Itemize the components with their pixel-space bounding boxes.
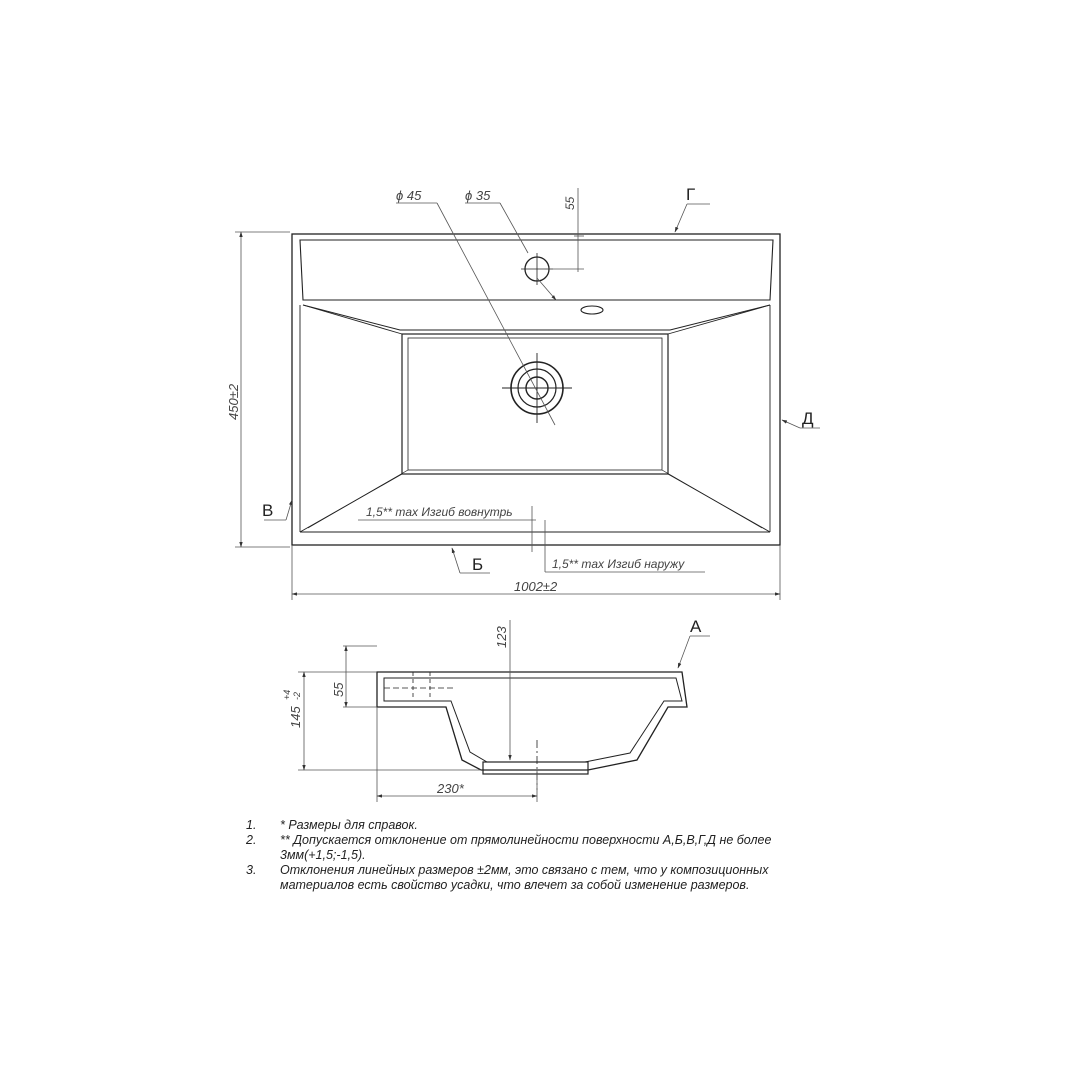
back-ledge bbox=[300, 240, 773, 300]
slope-line bbox=[662, 470, 762, 528]
drain-fitting bbox=[483, 762, 588, 774]
dim-145-tol-minus: -2 bbox=[292, 691, 302, 700]
tol-outward: 1,5** max Изгиб наружу bbox=[552, 557, 685, 571]
ref-b: Б bbox=[472, 555, 484, 574]
overflow-slot bbox=[581, 306, 603, 314]
dim-55: 55 bbox=[331, 682, 346, 697]
ref-a: А bbox=[690, 617, 702, 636]
dim-145-tol-plus: +4 bbox=[282, 689, 292, 700]
note-number: 2. bbox=[246, 833, 257, 847]
dim-145: 145 bbox=[288, 706, 303, 728]
side-profile-inner bbox=[384, 678, 682, 762]
dim-depth: 55 bbox=[563, 196, 577, 210]
note-number: 1. bbox=[246, 818, 257, 832]
slope-top bbox=[303, 305, 770, 330]
note-item bbox=[246, 863, 846, 893]
note-number: 3. bbox=[246, 863, 257, 877]
slope-line bbox=[308, 470, 408, 528]
ref-d: Д bbox=[802, 409, 814, 428]
note-item bbox=[246, 818, 846, 833]
dim-123: 123 bbox=[494, 626, 509, 648]
dim-height: 450±2 bbox=[226, 383, 241, 420]
dim-hole1: ϕ 45 bbox=[396, 188, 422, 203]
note-text: Отклонения линейных размеров ±2мм, это связано с тем, что у композиционных материалов есть свойство усадки, что влечет за собой изменение размеров. bbox=[280, 863, 769, 892]
side-profile-outer bbox=[377, 672, 687, 770]
basin-floor-inner bbox=[408, 338, 662, 470]
dim-230: 230* bbox=[437, 781, 464, 796]
ref-v: В bbox=[262, 501, 274, 520]
note-text: * Размеры для справок. bbox=[280, 818, 418, 832]
basin-floor bbox=[402, 334, 668, 474]
note-text: ** Допускается отклонение от прямолинейности поверхности А,Б,В,Г,Д не более 3мм(+1,5;-1,5). bbox=[280, 833, 772, 862]
ref-g: Г bbox=[686, 185, 696, 204]
notes bbox=[246, 818, 846, 893]
dim-hole2: ϕ 35 bbox=[465, 188, 491, 203]
dim-width: 1002±2 bbox=[514, 579, 558, 594]
side-view bbox=[377, 672, 687, 790]
slope-line bbox=[668, 305, 770, 334]
note-item bbox=[246, 833, 846, 863]
tol-inward: 1,5** max Изгиб вовнутрь bbox=[366, 505, 513, 519]
slope-line bbox=[303, 305, 402, 334]
